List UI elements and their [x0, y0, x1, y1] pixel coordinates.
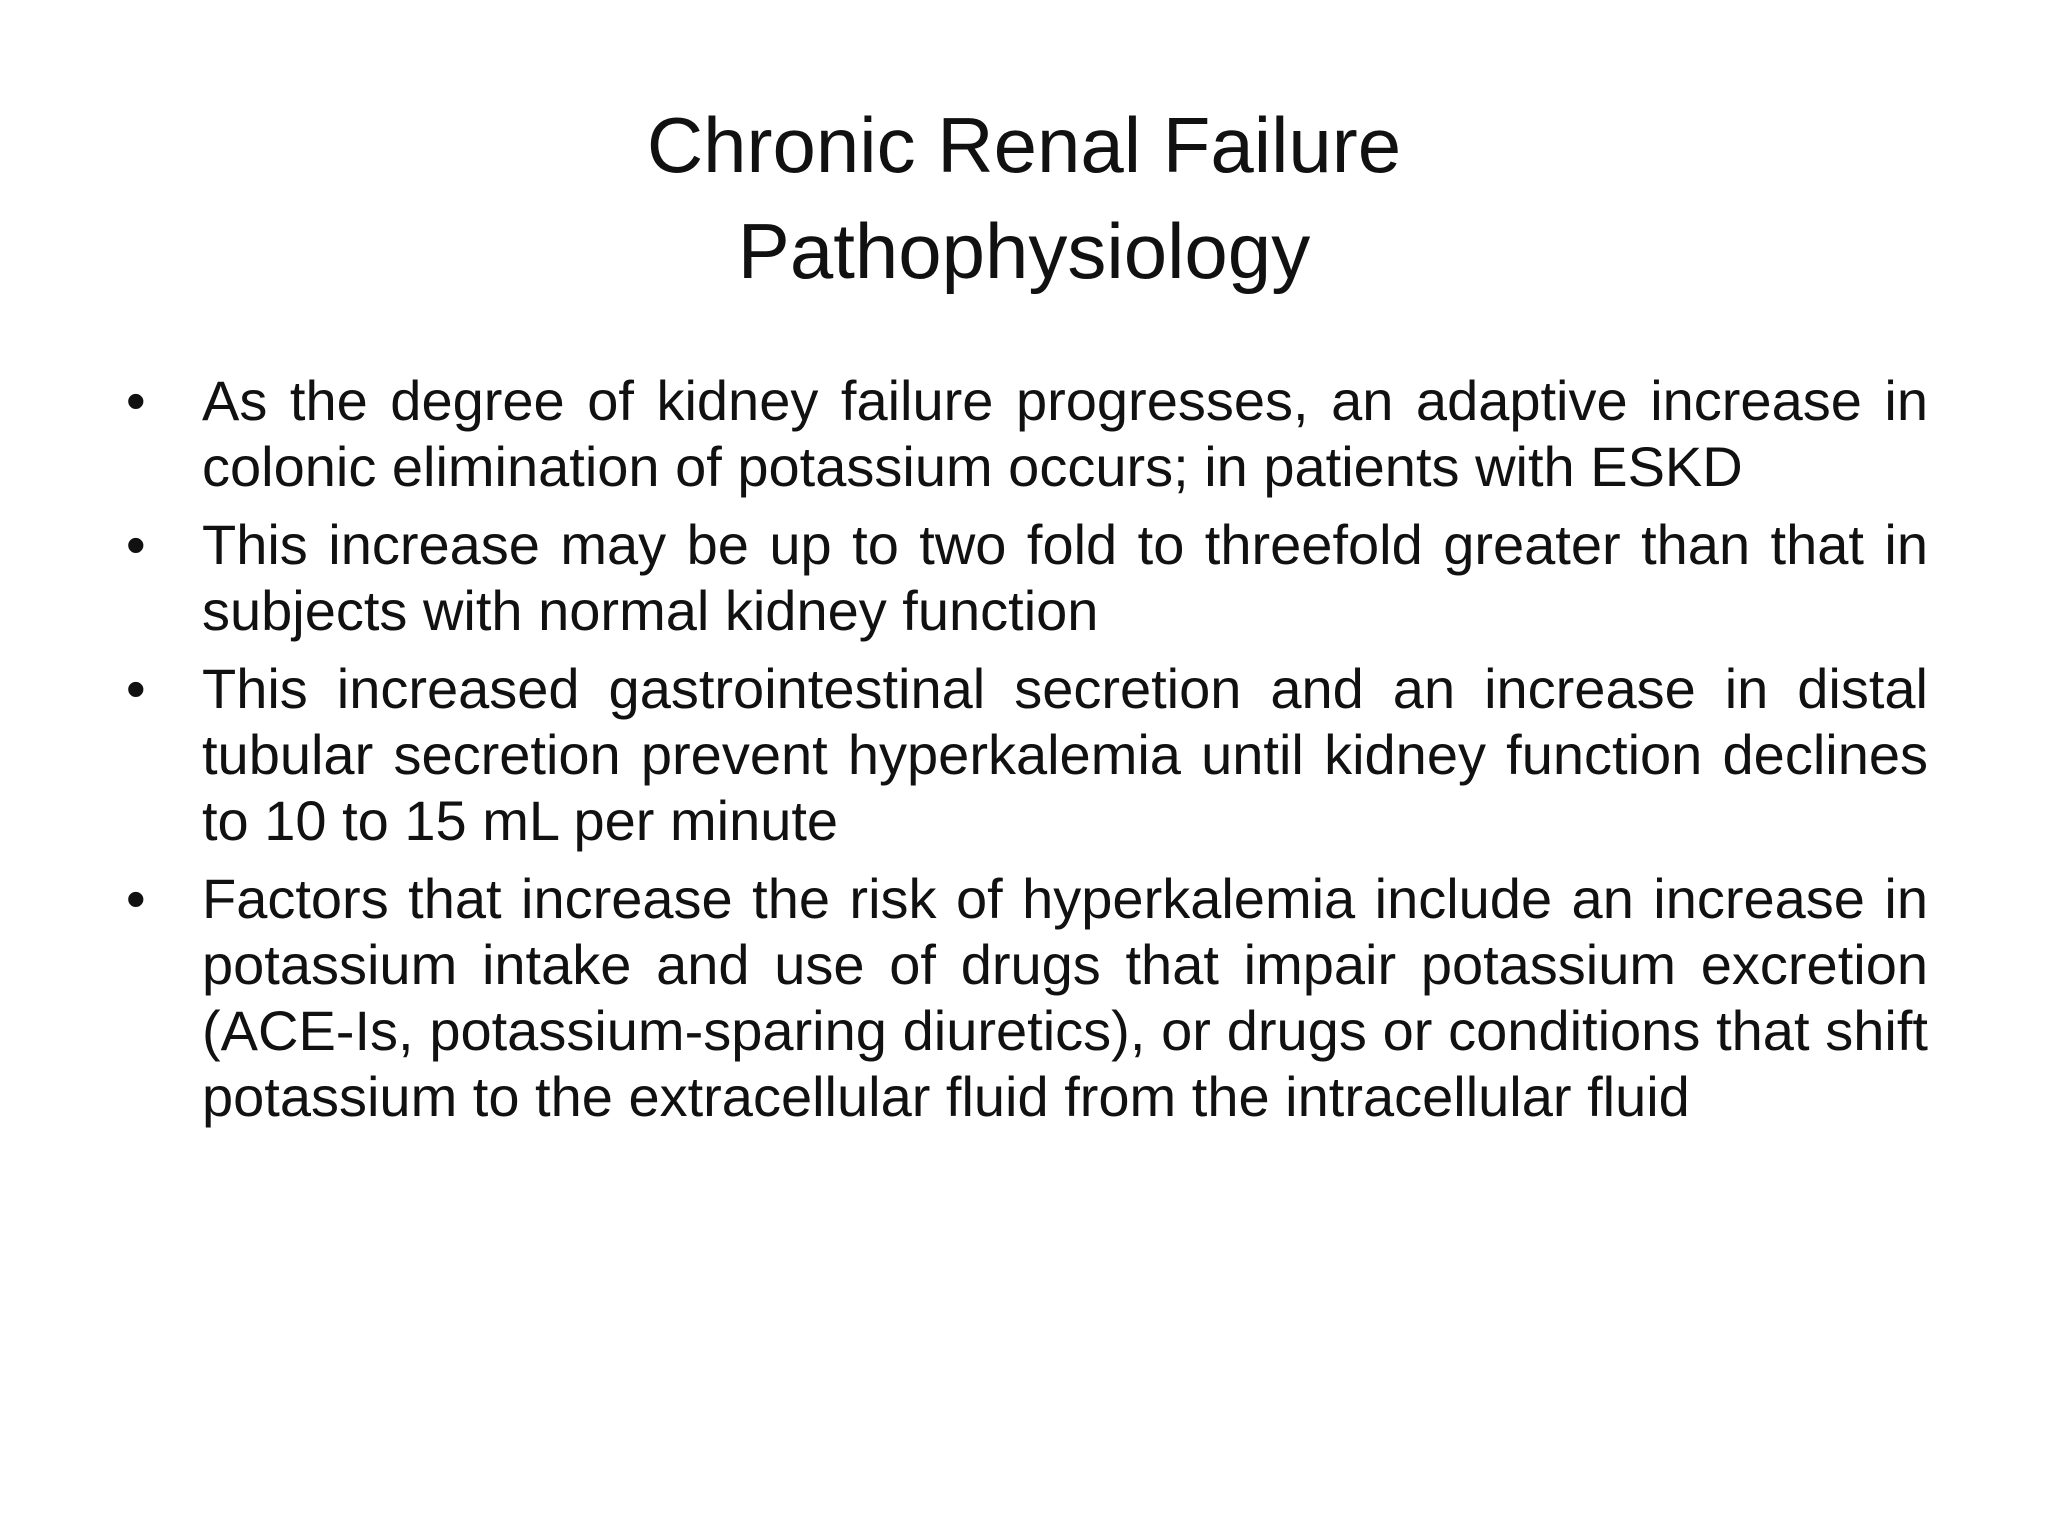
bullet-icon: • — [126, 513, 146, 576]
bullet-item — [118, 512, 1928, 644]
bullet-item — [118, 866, 1928, 1130]
bullet-icon: • — [126, 369, 146, 432]
title-line-1: Chronic Renal Failure — [646, 101, 1402, 189]
bullet-icon: • — [126, 657, 146, 720]
bullet-list — [118, 368, 1928, 1142]
title-line-2: Pathophysiology — [737, 207, 1311, 295]
bullet-text: This increased gastrointestinal secretion and an increase in distal tubular secretion prevent hyperkalemia until kidney function declines to 10 to 15 mL per minute — [202, 657, 1928, 852]
bullet-text: As the degree of kidney failure progresses, an adaptive increase in colonic elimination of potassium occurs; in patients with ESKD — [202, 369, 1928, 498]
bullet-item — [118, 368, 1928, 500]
bullet-text: Factors that increase the risk of hyperkalemia include an increase in potassium intake and use of drugs that impair potassium excretion (ACE-Is, potassium-sparing diuretics), or drugs or conditions that shift potassium to the extracellular fluid from the intracellular fluid — [202, 867, 1928, 1128]
bullet-item — [118, 656, 1928, 854]
bullet-text: This increase may be up to two fold to threefold greater than that in subjects with normal kidney function — [202, 513, 1928, 642]
bullet-icon: • — [126, 867, 146, 930]
slide-title — [0, 92, 2048, 304]
